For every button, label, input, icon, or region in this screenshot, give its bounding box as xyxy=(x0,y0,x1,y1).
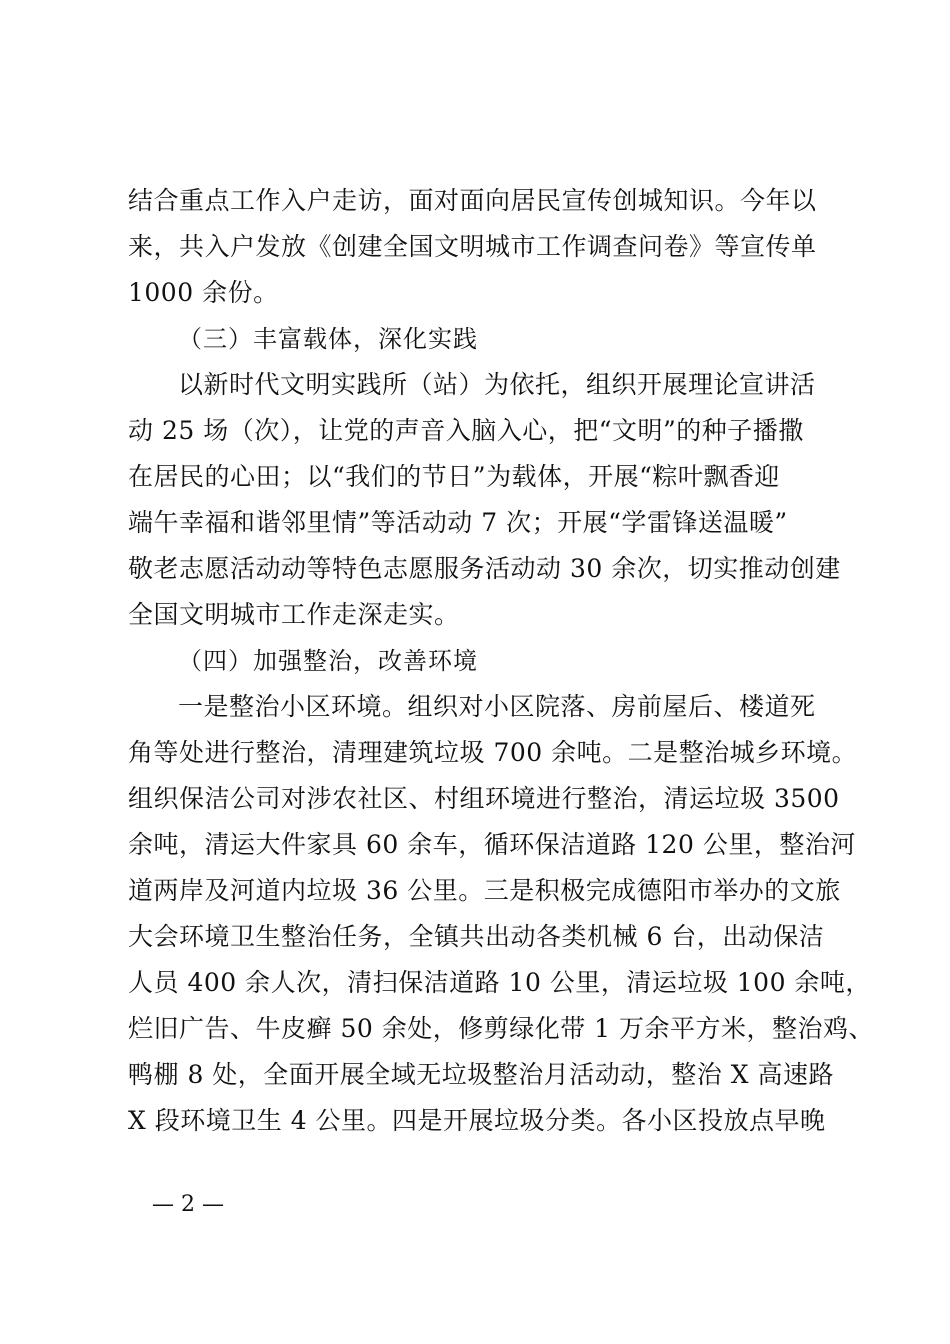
section-heading: （四）加强整治，改善环境 xyxy=(178,647,478,675)
paragraph-line: 余吨，清运大件家具 60 余车，循环保洁道路 120 公里，整治河 xyxy=(128,830,856,859)
paragraph-line: 人员 400 余人次，清扫保洁道路 10 公里，清运垃圾 100 余吨， xyxy=(128,968,871,997)
paragraph-line: 来，共入户发放《创建全国文明城市工作调查问卷》等宣传单 xyxy=(128,232,817,261)
section-heading: （三）丰富载体，深化实践 xyxy=(178,325,478,353)
paragraph-line: 角等处进行整治，清理建筑垃圾 700 余吨。二是整治城乡环境。 xyxy=(128,738,858,767)
paragraph-line: 一是整治小区环境。组织对小区院落、房前屋后、楼道死 xyxy=(178,692,816,721)
paragraph-line: 组织保洁公司对涉农社区、村组环境进行整治，清运垃圾 3500 xyxy=(128,784,840,813)
paragraph-line: 在居民的心田；以“我们的节日”为载体，开展“粽叶飘香迎 xyxy=(128,462,780,491)
paragraph-line: 端午幸福和谐邻里情”等活动动 7 次；开展“学雷锋送温暖” xyxy=(128,508,788,537)
paragraph-line: 结合重点工作入户走访，面对面向居民宣传创城知识。今年以 xyxy=(128,186,817,215)
paragraph-line: 烂旧广告、牛皮癣 50 余处，修剪绿化带 1 万余平方米，整治鸡、 xyxy=(128,1014,875,1043)
paragraph-line: 以新时代文明实践所（站）为依托，组织开展理论宣讲活 xyxy=(178,370,816,399)
paragraph-line: X 段环境卫生 4 公里。四是开展垃圾分类。各小区投放点早晚 xyxy=(128,1106,826,1135)
paragraph-line: 鸭棚 8 处，全面开展全域无垃圾整治月活动动，整治 X 高速路 xyxy=(128,1060,834,1089)
paragraph-line: 道两岸及河道内垃圾 36 公里。三是积极完成德阳市举办的文旅 xyxy=(128,876,841,905)
paragraph-line: 大会环境卫生整治任务，全镇共出动各类机械 6 台，出动保洁 xyxy=(128,922,825,951)
paragraph-line: 1000 余份。 xyxy=(128,278,279,307)
paragraph-line: 全国文明城市工作走深走实。 xyxy=(128,600,460,629)
page-number: — 2 — xyxy=(152,1192,224,1217)
paragraph-line: 敬老志愿活动动等特色志愿服务活动动 30 余次，切实推动创建 xyxy=(128,554,841,583)
paragraph-line: 动 25 场（次），让党的声音入脑入心，把“文明”的种子播撒 xyxy=(128,416,804,445)
